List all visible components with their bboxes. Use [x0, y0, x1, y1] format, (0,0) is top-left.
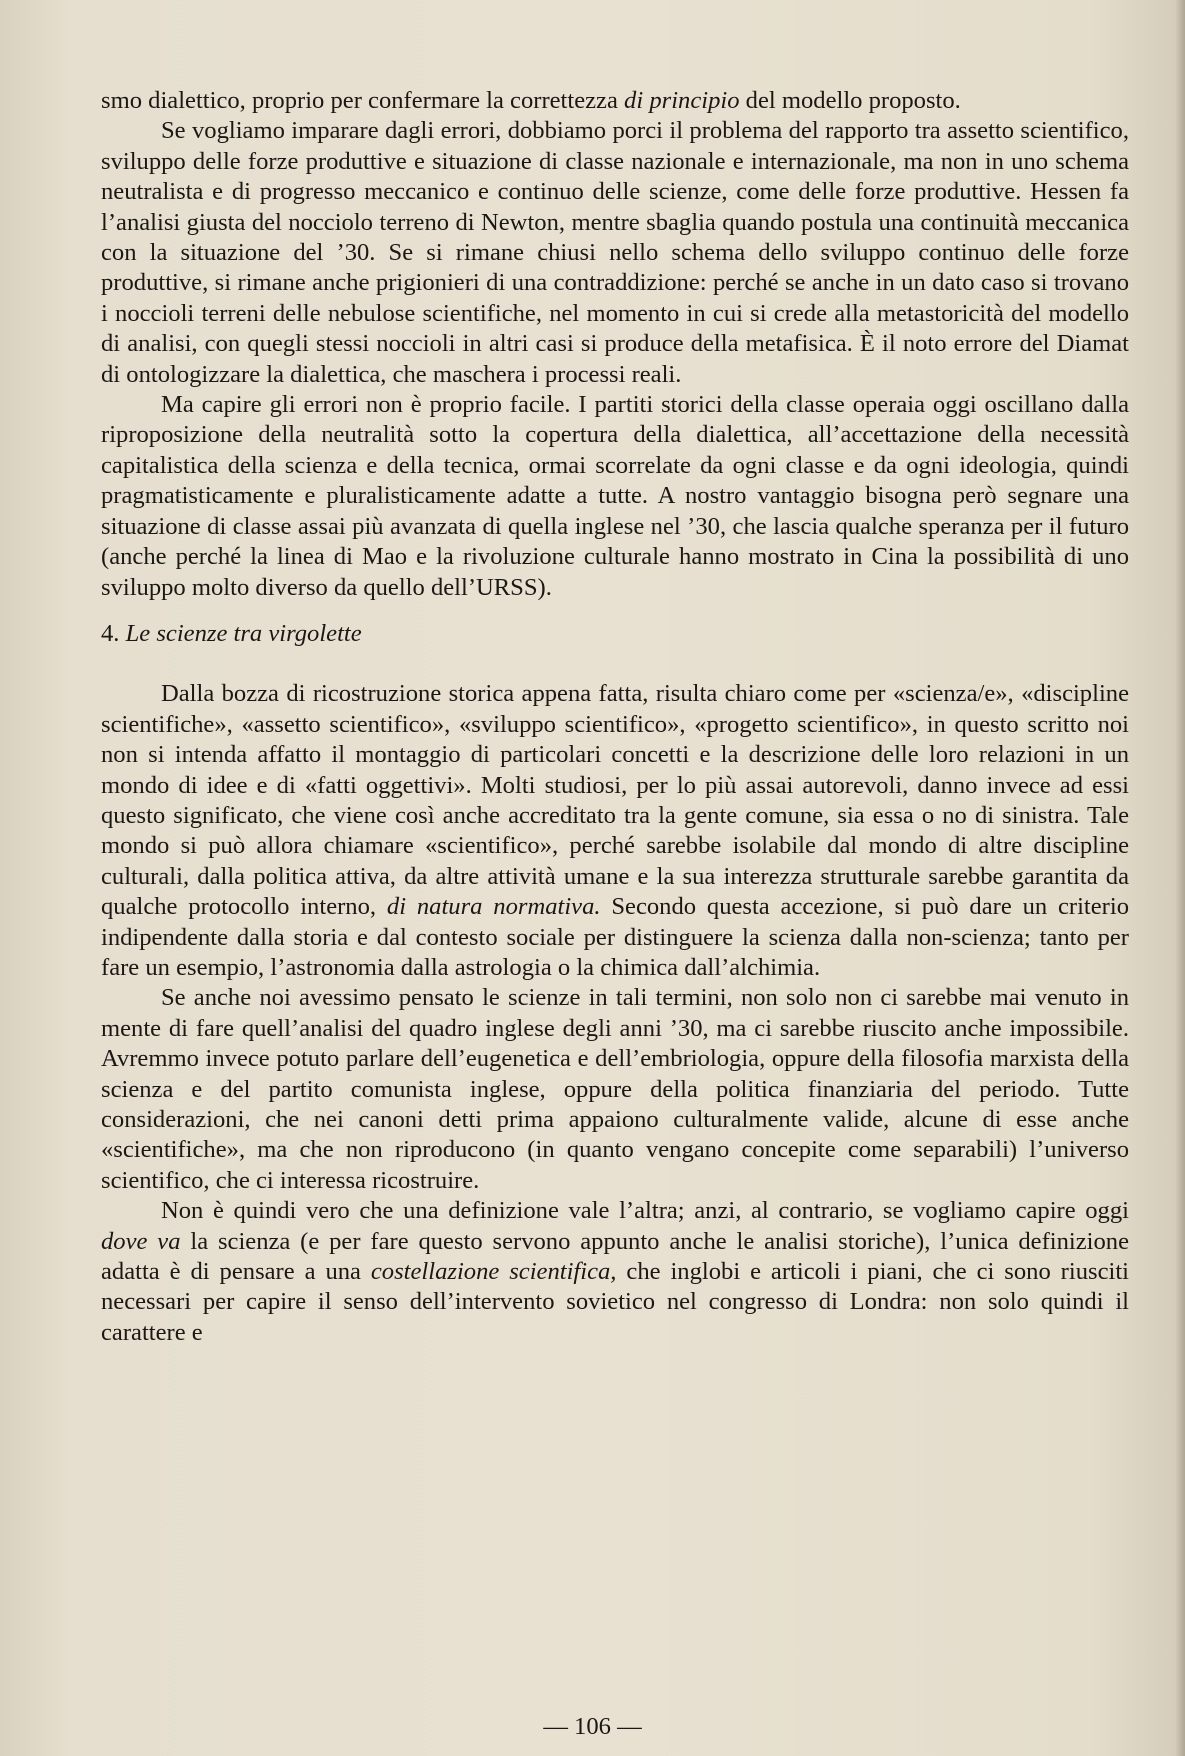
italic-run: costellazione scientifica, — [370, 1258, 617, 1286]
italic-run: di principio — [624, 87, 740, 114]
paragraph — [101, 1196, 1129, 1348]
text-run: Secondo questa accezione, si può dare un criterio indipendente dalla storia e dal contesto sociale per distinguere la scienza dalla non-scienza; tanto per fare un esempio, l’astronomia dalla astrologia o la chimica dall’alchimia. — [101, 893, 1130, 981]
text-run: Non è quindi vero che una definizione vale l’altra; anzi, al contrario, se vogliamo capire oggi — [161, 1197, 1129, 1225]
italic-run: dove va — [101, 1227, 181, 1255]
paragraph: Se anche noi avessimo pensato le scienze in tali termini, non solo non ci sarebbe mai venuto in mente di fare quell’analisi del quadro inglese degli anni ’30, ma ci sarebbe riuscito anche impossibile. Avremmo invece potuto parlare dell’eugenetica e dell’embriologia, oppure della filosofia marxista della scienza e del partito comunista inglese, oppure della politica finanziaria del periodo. Tutte considerazioni, che nei canoni detti prima appaiono culturalmente valide, alcune di esse anche «scientifiche», ma che non riproducono (in quanto vengano concepite come separabili) l’universo scientifico, che ci interessa ricostruire. — [101, 984, 1129, 1194]
paragraph: Se vogliamo imparare dagli errori, dobbiamo porci il problema del rapporto tra assetto scientifico, sviluppo delle forze produttive e situazione di classe nazionale e internazionale, ma non in uno schema neutralista e di progresso meccanico e continuo delle scienze, come delle forze produttive. Hessen fa l’analisi giusta del nocciolo terreno di Newton, mentre sbaglia quando postula una continuità meccanica con la situazione del ’30. Se si rimane chiusi nello schema dello sviluppo continuo delle forze produttive, si rimane anche prigionieri di una contraddizione: perché se anche in un dato caso si trovano i noccioli terreni delle nebulose scientifiche, nel momento in cui si crede alla metastoricità del modello di analisi, con quegli stessi noccioli in altri casi si produce della metafisica. È il noto errore del Diamat di ontologizzare la dialettica, che maschera i processi reali. — [101, 117, 1129, 388]
page-edge-shadow — [1175, 0, 1185, 1756]
section-title: Le scienze tra virgolette — [125, 619, 362, 647]
paragraph-continuation — [101, 86, 1129, 116]
paragraph: Ma capire gli errori non è proprio facile. I partiti storici della classe operaia oggi oscillano dalla riproposizione della neutralità sotto la copertura della dialettica, all’accettazione della necessità capitalistica della scienza e della tecnica, ormai scorrelate da ogni classe e da ogni ideologia, quindi pragmatisticamente e pluralisticamente adatte a tutte. A nostro vantaggio bisogna però segnare una situazione di classe assai più avanzata di quella inglese nel ’30, che lascia qualche speranza per il futuro (anche perché la linea di Mao e la rivoluzione culturale hanno mostrato in Cina la possibilità di uno sviluppo molto diverso da quello dell’URSS). — [101, 391, 1129, 601]
body-text — [101, 86, 1129, 1348]
italic-run: di natura normativa. — [386, 893, 601, 921]
text-run: Dalla bozza di ricostruzione storica appena fatta, risulta chiaro come per «scienza/e», «discipline scientifiche», «assetto scientifico», «sviluppo scientifico», «progetto scientifico», in questo scritto noi non si intenda affatto il montaggio di particolari concetti e la descrizione delle loro relazioni in un mondo di idee e di «fatti oggettivi». Molti studiosi, per lo più assai autorevoli, danno invece ad essi questo significato, che viene così anche accreditato tra la gente comune, sia essa o no di sinistra. Tale mondo si può allora chiamare «scientifico», perché sarebbe isolabile dal mondo di altre discipline culturali, dalla politica attiva, da altre attività umane e la sua interezza strutturale sarebbe garantita da qualche protocollo interno, — [101, 680, 1129, 921]
text-run: del modello proposto. — [739, 87, 961, 114]
page-number: — 106 — — [543, 1713, 642, 1740]
section-number: 4. — [101, 619, 126, 647]
text-run: la scienza (e per fare questo servono appunto anche le analisi storiche), l’unica definizione adatta è di pensare a una — [101, 1227, 1129, 1286]
text-run: che inglobi e articoli i piani, che ci sono riusciti necessari per capire il senso dell’intervento sovietico nel congresso di Londra: non solo quindi il carattere e — [101, 1258, 1129, 1346]
paragraph — [101, 679, 1129, 983]
text-run: smo dialettico, proprio per confermare la correttezza — [101, 87, 625, 114]
section-heading — [101, 619, 1129, 649]
